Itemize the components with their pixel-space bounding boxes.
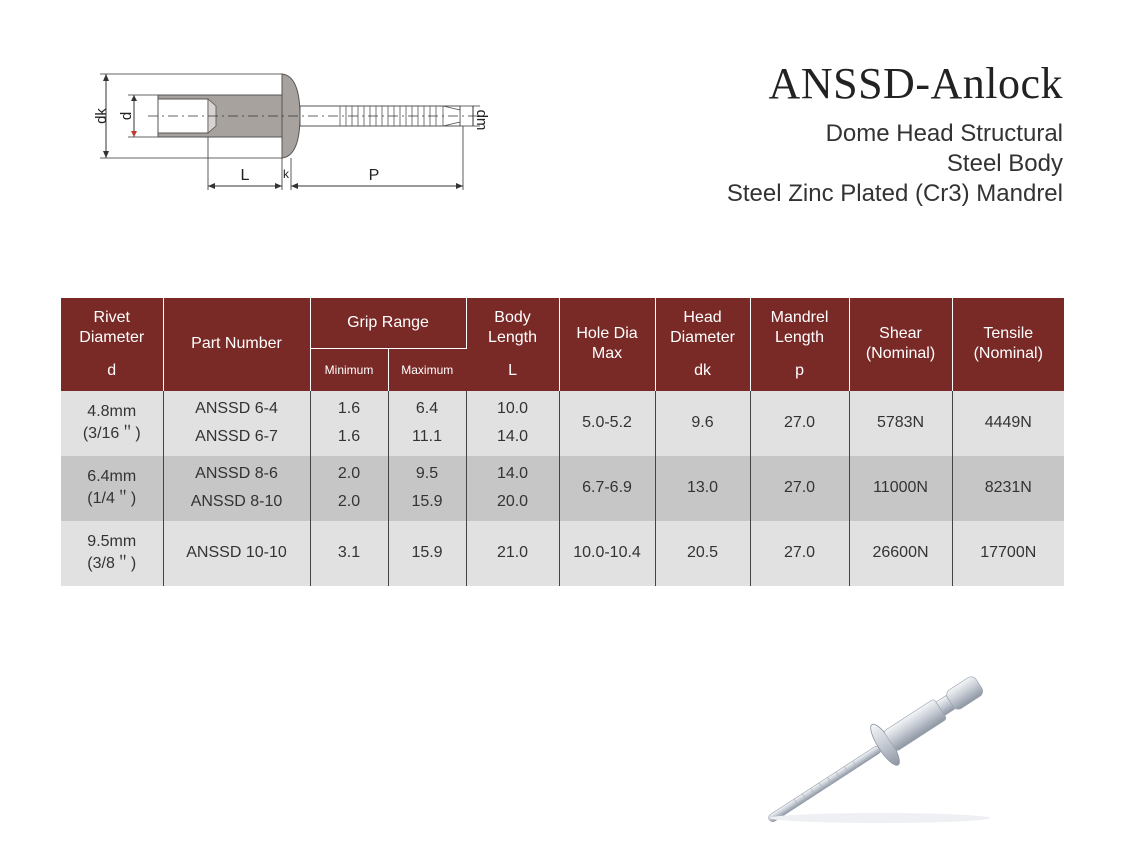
cell-diameter: 4.8mm (3/16＂) <box>61 391 163 456</box>
label-d: d <box>118 111 135 121</box>
header-part-number: Part Number <box>163 298 310 391</box>
header-shear: Shear (Nominal) <box>849 298 952 391</box>
cell-body-length: 21.0 <box>466 521 559 586</box>
label-k: k <box>283 167 289 181</box>
header-grip-min: Minimum <box>310 348 388 391</box>
cell-diameter: 6.4mm (1/4＂) <box>61 456 163 521</box>
product-title: ANSSD-Anlock <box>768 59 1063 108</box>
header-grip-max: Maximum <box>388 348 466 391</box>
subtitle-line-2: Steel Body <box>946 150 1063 177</box>
cell-grip-min: 1.6 1.6 <box>310 391 388 456</box>
cell-mandrel-length: 27.0 <box>750 521 849 586</box>
spec-table <box>61 298 1064 586</box>
cell-tensile: 17700N <box>952 521 1064 586</box>
cell-hole-dia: 6.7-6.9 <box>559 456 655 521</box>
header-grip-range: Grip Range <box>310 298 466 348</box>
cell-shear: 26600N <box>849 521 952 586</box>
cell-part-number: ANSSD 8-6 ANSSD 8-10 <box>163 456 310 521</box>
cell-body-length: 10.0 14.0 <box>466 391 559 456</box>
header-head-diameter: Head Diameter dk <box>655 298 750 391</box>
cell-hole-dia: 5.0-5.2 <box>559 391 655 456</box>
cell-head-diameter: 13.0 <box>655 456 750 521</box>
header-tensile: Tensile (Nominal) <box>952 298 1064 391</box>
cell-grip-min: 3.1 <box>310 521 388 586</box>
label-dk: dk <box>93 108 110 124</box>
cell-tensile: 4449N <box>952 391 1064 456</box>
cell-grip-max: 6.4 11.1 <box>388 391 466 456</box>
table-row <box>61 521 1064 586</box>
table-row <box>61 391 1064 456</box>
header-hole-dia: Hole Dia Max <box>559 298 655 391</box>
subtitle-line-1: Dome Head Structural <box>825 120 1063 147</box>
rivet-product-image <box>740 668 1020 828</box>
rivet-dimension-diagram <box>78 66 498 198</box>
cell-body-length: 14.0 20.0 <box>466 456 559 521</box>
cell-part-number: ANSSD 10-10 <box>163 521 310 586</box>
header-mandrel-length: Mandrel Length p <box>750 298 849 391</box>
subtitle-line-3: Steel Zinc Plated (Cr3) Mandrel <box>726 180 1063 207</box>
cell-grip-min: 2.0 2.0 <box>310 456 388 521</box>
label-dm: dm <box>473 109 490 131</box>
header-rivet-diameter: Rivet Diameter d <box>61 298 163 391</box>
cell-diameter: 9.5mm (3/8＂) <box>61 521 163 586</box>
header-body-length: Body Length L <box>466 298 559 391</box>
table-row <box>61 456 1064 521</box>
label-L: L <box>240 167 250 184</box>
cell-hole-dia: 10.0-10.4 <box>559 521 655 586</box>
cell-grip-max: 15.9 <box>388 521 466 586</box>
cell-mandrel-length: 27.0 <box>750 391 849 456</box>
cell-part-number: ANSSD 6-4 ANSSD 6-7 <box>163 391 310 456</box>
cell-tensile: 8231N <box>952 456 1064 521</box>
cell-shear: 11000N <box>849 456 952 521</box>
cell-grip-max: 9.5 15.9 <box>388 456 466 521</box>
cell-mandrel-length: 27.0 <box>750 456 849 521</box>
cell-head-diameter: 9.6 <box>655 391 750 456</box>
cell-head-diameter: 20.5 <box>655 521 750 586</box>
label-P: P <box>368 167 380 184</box>
cell-shear: 5783N <box>849 391 952 456</box>
